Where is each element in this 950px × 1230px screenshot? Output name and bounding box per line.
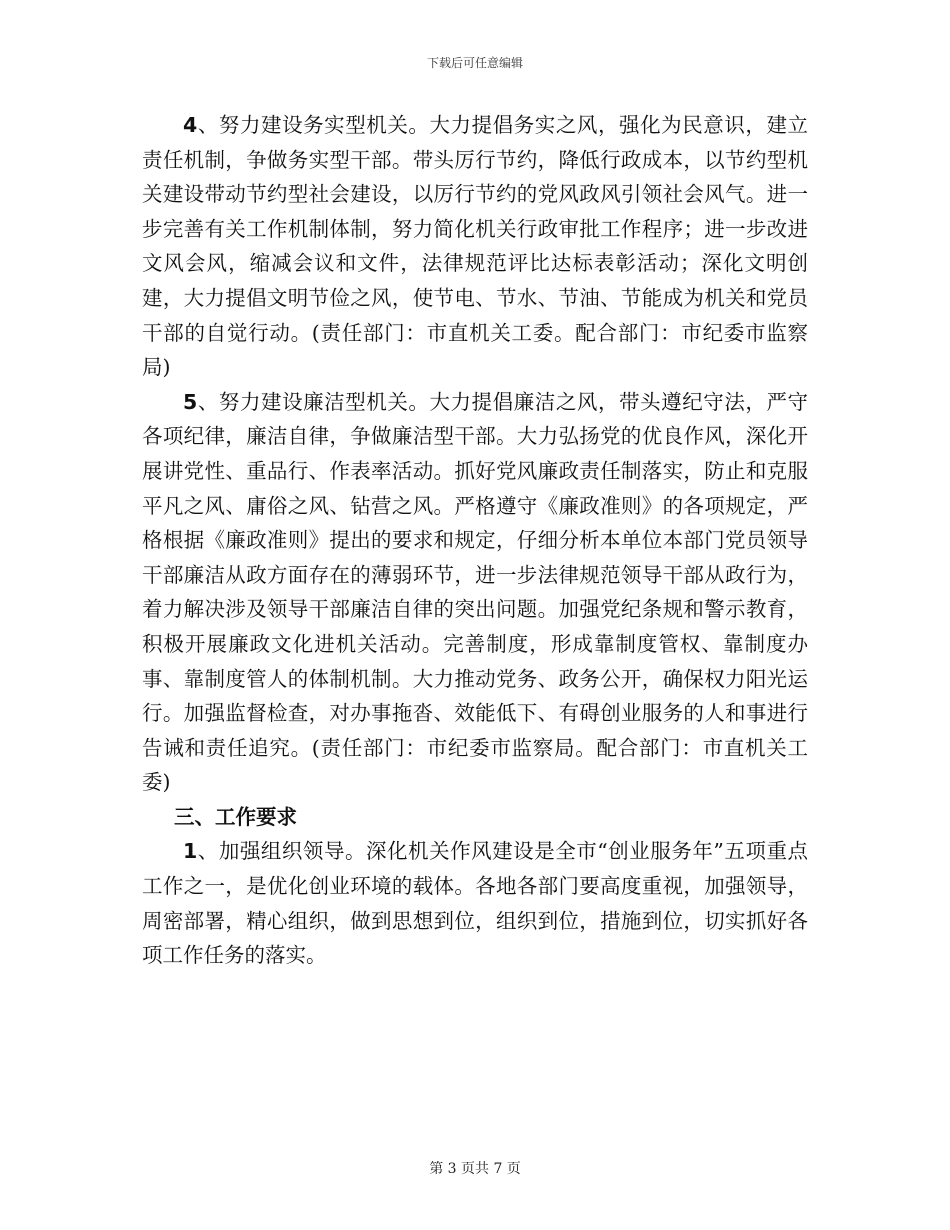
paragraph-text: 、加强组织领导。深化机关作风建设是全市“创业服务年”五项重点工作之一，是优化创业环境的载体。各地各部门要高度重视，加强领导，周密部署，精心组织，做到思想到位，组织到位，措施到位，切实抓好各项工作任务的落实。 — [142, 839, 808, 968]
paragraph-text: 、努力建设廉洁型机关。大力提倡廉洁之风，带头遵纪守法，严守各项纪律，廉洁自律，争做廉洁型干部。大力弘扬党的优良作风，深化开展讲党性、重品行、作表率活动。抓好党风廉政责任制落实，防止和克服平凡之风、庸俗之风、钻营之风。严格遵守《廉政准则》的各项规定，严格根据《廉政准则》提出的要求和规定，仔细分析本单位本部门党员领导干部廉洁从政方面存在的薄弱环节，进一步法律规范领导干部从政行为，着力解决涉及领导干部廉洁自律的突出问题。加强党纪条规和警示教育，积极开展廉政文化进机关活动。完善制度，形成靠制度管权、靠制度办事、靠制度管人的体制机制。大力推动党务、政务公开，确保权力阳光运行。加强监督检查，对办事拖沓、效能低下、有碍创业服务的人和事进行告诫和责任追究。(责任部门：市纪委市监察局。配合部门：市直机关工委) — [142, 389, 808, 795]
document-body — [142, 108, 808, 973]
paragraph-5 — [142, 385, 808, 800]
page-header: 下载后可任意编辑 — [426, 56, 523, 70]
section-heading: 三、工作要求 — [174, 804, 297, 829]
paragraph-number: 1 — [183, 839, 198, 864]
paragraph-4 — [142, 108, 808, 385]
page-footer: 第 3 页共 7 页 — [429, 1161, 521, 1177]
paragraph-number: 5 — [183, 389, 198, 414]
paragraph-text: 、努力建设务实型机关。大力提倡务实之风，强化为民意识，建立责任机制，争做务实型干部。带头厉行节约，降低行政成本，以节约型机关建设带动节约型社会建设，以厉行节约的党风政风引领社会风气。进一步完善有关工作机制体制，努力简化机关行政审批工作程序；进一步改进文风会风，缩减会议和文件，法律规范评比达标表彰活动；深化文明创建，大力提倡文明节俭之风，使节电、节水、节油、节能成为机关和党员干部的自觉行动。(责任部门：市直机关工委。配合部门：市纪委市监察局) — [142, 113, 808, 380]
paragraph-1 — [142, 834, 808, 972]
paragraph-number: 4 — [183, 113, 198, 137]
